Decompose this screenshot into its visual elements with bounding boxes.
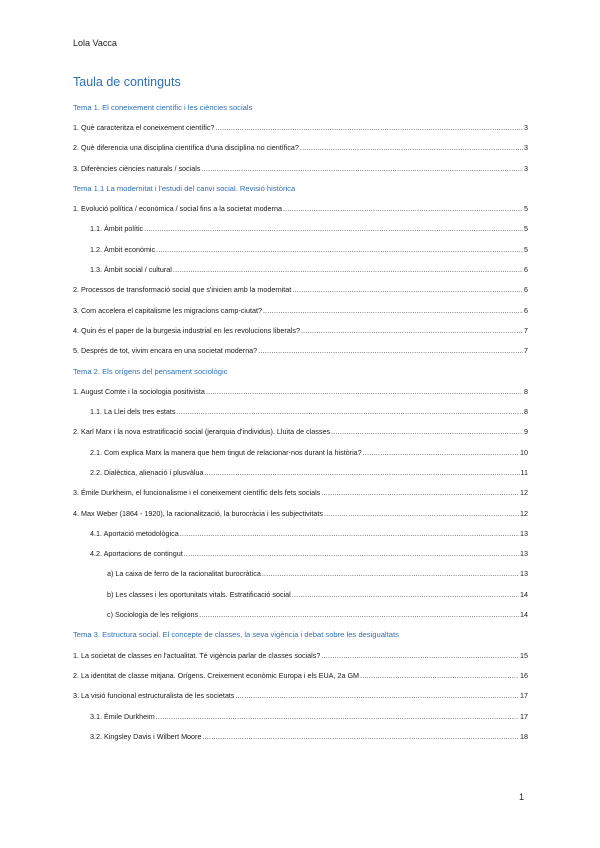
toc-entry[interactable] [73, 706, 528, 726]
toc-leader-dots [360, 671, 519, 680]
toc-entry-page: 6 [524, 305, 528, 315]
toc-leader-dots [201, 164, 523, 173]
toc-entry-text: 1.1. La Llei dels tres estats [90, 407, 176, 417]
toc-entry[interactable] [73, 544, 528, 564]
toc-entry-line [107, 569, 528, 578]
toc-leader-dots [258, 346, 523, 355]
toc-leader-dots [177, 407, 524, 416]
toc-entry-line [90, 712, 528, 721]
toc-entry-line [73, 509, 528, 518]
toc-entry[interactable] [73, 523, 528, 543]
toc-leader-dots [184, 549, 519, 558]
toc-leader-dots [144, 224, 523, 233]
toc-entry[interactable] [73, 219, 528, 239]
toc-entry-line [73, 671, 528, 680]
toc-entry-line [107, 610, 528, 619]
toc-section-heading[interactable] [73, 361, 528, 381]
toc-entry-page: 17 [520, 691, 528, 701]
toc-entry-text: 3.1. Émile Durkheim [90, 711, 155, 721]
toc-entry-text: 2. Karl Marx i la nova estratificació social (jerarquia d'individus). Lluita de classes [73, 427, 331, 437]
toc-entry[interactable] [73, 117, 528, 137]
toc-entry-page: 14 [520, 589, 528, 599]
toc-entry-page: 17 [520, 711, 528, 721]
toc-entry-page: 13 [520, 549, 528, 559]
toc-entry[interactable] [73, 422, 528, 442]
toc-entry-text: 3.2. Kingsley Davis i Wilbert Moore [90, 731, 202, 741]
toc-entry-page: 11 [520, 467, 528, 477]
toc-entry[interactable] [73, 401, 528, 421]
toc-entry-line [73, 346, 528, 355]
toc-entry-text: a) La caixa de ferro de la racionalitat burocràtica [107, 569, 261, 579]
toc-entry-page: 15 [520, 650, 528, 660]
toc-entry-page: 3 [524, 122, 528, 132]
toc-entry-line [90, 529, 528, 538]
toc-entry-line [107, 590, 528, 599]
toc-entry-text: 1. August Comte i la sociologia positivista [73, 386, 205, 396]
toc-entry[interactable] [73, 158, 528, 178]
toc-leader-dots [156, 245, 523, 254]
toc-entry-page: 14 [520, 610, 528, 620]
toc-entry[interactable] [73, 564, 528, 584]
toc-entry-page: 12 [520, 508, 528, 518]
toc-entry-line [90, 448, 528, 457]
toc-leader-dots [283, 204, 523, 213]
toc-entry[interactable] [73, 483, 528, 503]
toc-entry-page: 10 [520, 447, 528, 457]
toc-entry[interactable] [73, 462, 528, 482]
toc-entry-page: 5 [524, 224, 528, 234]
toc-entry-text: 3. Com accelera el capitalisme les migracions camp-ciutat? [73, 305, 262, 315]
toc-entry-page: 3 [524, 143, 528, 153]
toc-entry-line [73, 427, 528, 436]
toc-entry-line [73, 164, 528, 173]
toc-entry[interactable] [73, 503, 528, 523]
toc-entry-line [90, 245, 528, 254]
toc-leader-dots [204, 468, 519, 477]
toc-entry-line [73, 691, 528, 700]
toc-section-text: Tema 1. El coneixement científic i les ciències socials [73, 102, 253, 112]
toc-entry-page: 6 [524, 285, 528, 295]
toc-entry[interactable] [73, 341, 528, 361]
toc-leader-dots [180, 529, 519, 538]
toc-entry[interactable] [73, 604, 528, 624]
toc-entry-text: 1. Què caracteritza el coneixement científic? [73, 122, 215, 132]
toc-leader-dots [363, 448, 519, 457]
toc-entry-page: 5 [524, 244, 528, 254]
toc-leader-dots [331, 427, 523, 436]
toc-leader-dots [300, 143, 523, 152]
toc-leader-dots [235, 691, 519, 700]
toc-entry[interactable] [73, 726, 528, 746]
toc-leader-dots [206, 387, 523, 396]
toc-entry-page: 13 [520, 569, 528, 579]
toc-entry-line [90, 549, 528, 558]
toc-entry-line [90, 468, 528, 477]
toc-entry-line [73, 285, 528, 294]
toc-entry-text: 3. Émile Durkheim, el funcionalisme i el coneixement científic dels fets socials [73, 488, 321, 498]
toc-entry-line [73, 143, 528, 152]
toc-entry[interactable] [73, 300, 528, 320]
toc-entry[interactable] [73, 665, 528, 685]
toc-entry-line [73, 204, 528, 213]
header-author: Lola Vacca [73, 38, 117, 48]
toc-entry[interactable] [73, 239, 528, 259]
toc-entry[interactable] [73, 442, 528, 462]
toc-entry-line [90, 407, 528, 416]
toc-section-heading[interactable] [73, 97, 528, 117]
toc-entry[interactable] [73, 320, 528, 340]
toc-entry[interactable] [73, 259, 528, 279]
toc-entry-text: 2.2. Dialèctica, alienació i plusvàlua [90, 467, 204, 477]
table-of-contents [73, 97, 528, 747]
toc-entry-line [73, 651, 528, 660]
toc-entry[interactable] [73, 138, 528, 158]
toc-entry-line [73, 306, 528, 315]
toc-entry[interactable] [73, 584, 528, 604]
toc-entry-line [90, 224, 528, 233]
toc-entry-text: 1. Evolució política / econòmica / social fins a la societat moderna [73, 204, 282, 214]
toc-entry-text: 2. Què diferencia una disciplina científica d'una disciplina no científica? [73, 143, 299, 153]
toc-entry-text: 4. Quin és el paper de la burgesia industrial en les revolucions liberals? [73, 325, 300, 335]
toc-entry-text: c) Sociologia de les religions [107, 610, 199, 620]
toc-entry-page: 8 [524, 386, 528, 396]
toc-leader-dots [202, 732, 519, 741]
toc-section-text: Tema 1.1 La modernitat i l'estudi del canvi social. Revisió històrica [73, 183, 296, 193]
toc-leader-dots [263, 306, 523, 315]
toc-entry-text: 2. La identitat de classe mitjana. Orígens. Creixement econòmic Europa i els EUA, 2a GM [73, 670, 360, 680]
toc-entry-line [90, 265, 528, 274]
toc-leader-dots [321, 488, 519, 497]
toc-leader-dots [292, 285, 523, 294]
toc-leader-dots [262, 569, 519, 578]
toc-leader-dots [156, 712, 519, 721]
toc-entry-page: 16 [520, 670, 528, 680]
toc-entry-text: 4.2. Aportacions de contingut [90, 549, 183, 559]
toc-entry[interactable] [73, 198, 528, 218]
toc-leader-dots [321, 651, 519, 660]
toc-section-heading[interactable] [73, 178, 528, 198]
toc-entry-text: b) Les classes i les oportunitats vitals. Estratificació social [107, 589, 291, 599]
toc-entry-text: 4. Max Weber (1864 - 1920), la racionalització, la burocràcia i les subjectivitats [73, 508, 323, 518]
toc-entry-text: 2. Processos de transformació social que s'inicien amb la modernitat [73, 285, 292, 295]
toc-entry-page: 9 [524, 427, 528, 437]
toc-title: Taula de continguts [73, 75, 181, 89]
toc-entry[interactable] [73, 381, 528, 401]
toc-entry-line [73, 488, 528, 497]
toc-entry[interactable] [73, 686, 528, 706]
toc-entry-text: 1.3. Àmbit social / cultural [90, 265, 172, 275]
toc-entry-text: 1.1. Àmbit polític [90, 224, 144, 234]
toc-entry-line [73, 387, 528, 396]
toc-entry-page: 5 [524, 204, 528, 214]
toc-section-text: Tema 3. Estructura social. El concepte de classes, la seva vigència i debat sobre les desigualtats [73, 630, 399, 640]
toc-entry-text: 3. Diferències ciències naturals / socials [73, 163, 201, 173]
toc-entry-page: 6 [524, 265, 528, 275]
toc-entry-page: 7 [524, 346, 528, 356]
toc-entry-text: 1.2. Àmbit econòmic [90, 244, 156, 254]
toc-entry-line [73, 326, 528, 335]
toc-entry-text: 5. Després de tot, vivim encara en una societat moderna? [73, 346, 258, 356]
toc-entry-page: 13 [520, 528, 528, 538]
toc-entry[interactable] [73, 280, 528, 300]
toc-entry-page: 12 [520, 488, 528, 498]
toc-entry-text: 2.1. Com explica Marx la manera que hem tingut de relacionar-nos durant la història? [90, 447, 362, 457]
toc-section-heading[interactable] [73, 625, 528, 645]
toc-leader-dots [324, 509, 519, 518]
toc-entry-page: 18 [520, 731, 528, 741]
toc-entry-page: 3 [524, 163, 528, 173]
toc-entry-line [90, 732, 528, 741]
toc-entry-line [73, 123, 528, 132]
page-number: 1 [519, 792, 525, 802]
toc-leader-dots [292, 590, 519, 599]
toc-entry-page: 7 [524, 325, 528, 335]
toc-leader-dots [215, 123, 523, 132]
toc-leader-dots [173, 265, 523, 274]
toc-entry-page: 8 [524, 407, 528, 417]
toc-section-text: Tema 2. Els orígens del pensament sociològic [73, 366, 228, 376]
toc-entry[interactable] [73, 645, 528, 665]
toc-leader-dots [199, 610, 519, 619]
toc-entry-text: 3. La visió funcional estructuralista de les societats [73, 691, 235, 701]
toc-leader-dots [301, 326, 523, 335]
toc-entry-text: 1. La societat de classes en l'actualitat. Té vigència parlar de classes socials? [73, 650, 321, 660]
toc-entry-text: 4.1. Aportació metodològica [90, 528, 179, 538]
